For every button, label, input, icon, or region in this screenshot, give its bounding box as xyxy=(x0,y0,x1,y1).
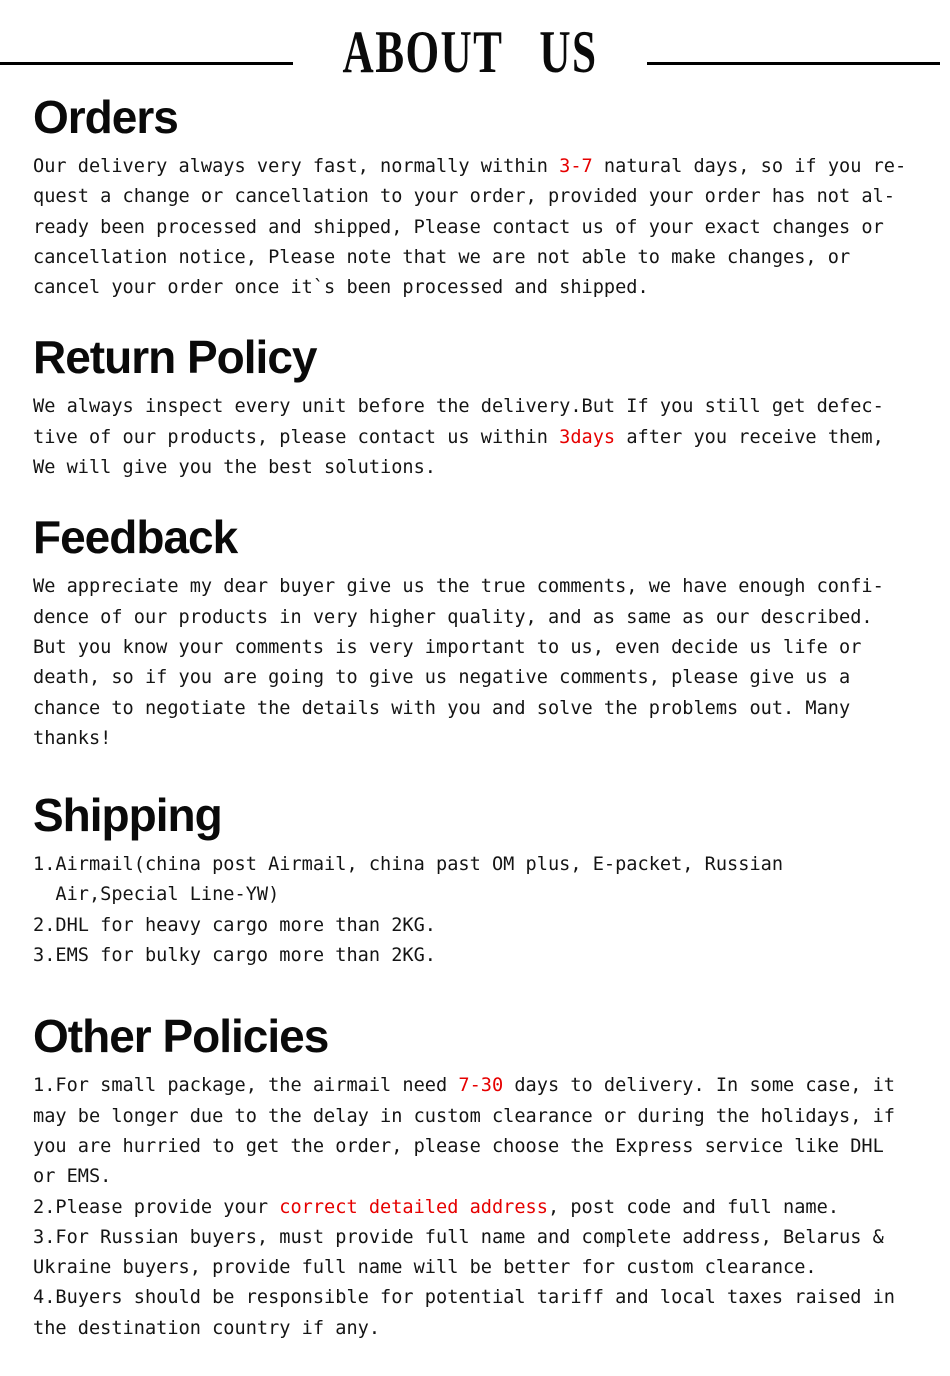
page-title: ABOUT US xyxy=(342,19,598,85)
title-rule-right xyxy=(647,62,940,65)
section-heading-return-policy: Return Policy xyxy=(33,331,317,384)
section-feedback xyxy=(33,512,922,754)
section-heading-feedback: Feedback xyxy=(33,511,238,564)
title-rule-left xyxy=(0,62,293,65)
section-shipping xyxy=(33,790,922,971)
section-heading-orders: Orders xyxy=(33,91,178,143)
section-other-policies xyxy=(33,1011,922,1344)
section-body-orders: Our delivery always very fast, normally within 3-7 natural days, so if you re- quest a change or cancellation to your order, provided your order has not al- ready been processed and shipped, Please contact us of your exact changes or cancellation notice, Please note that we are not able to make changes, or cancel your order once it`s been processed and shipped. xyxy=(33,156,907,299)
section-heading-other-policies: Other Policies xyxy=(33,1010,329,1063)
section-body-return-policy: We always inspect every unit before the delivery.But If you still get defec- tive of our products, please contact us within 3days after you receive them, We will give you the best solutions. xyxy=(33,396,884,479)
section-body-feedback: We appreciate my dear buyer give us the true comments, we have enough confi- dence of our products in very higher quality, and as same as our described. But you know your comments is very important to us, even decide us life or death, so if you are going to give us negative comments, please give us a chance to negotiate the details with you and solve the problems out. Many thanks! xyxy=(33,576,884,749)
section-return-policy xyxy=(33,332,922,483)
section-heading-shipping: Shipping xyxy=(33,789,222,842)
section-orders xyxy=(33,92,922,303)
section-body-other-policies: 1.For small package, the airmail need 7-30 days to delivery. In some case, it may be longer due to the delay in custom clearance or during the holidays, if you are hurried to get the order, please choose the Express service like DHL or EMS. 2.Please provide your correct detailed address, post code and full name. 3.For Russian buyers, must provide full name and complete address, Belarus & Ukraine buyers, provide full name will be better for custom clearance. 4.Buyers should be responsible for potential tariff and local taxes raised in the destination country if any. xyxy=(33,1075,895,1339)
page-header xyxy=(0,20,940,84)
section-body-shipping: 1.Airmail(china post Airmail, china past OM plus, E-packet, Russian Air,Special Line-YW) 2.DHL for heavy cargo more than 2KG. 3.EMS for bulky cargo more than 2KG. xyxy=(33,854,784,967)
